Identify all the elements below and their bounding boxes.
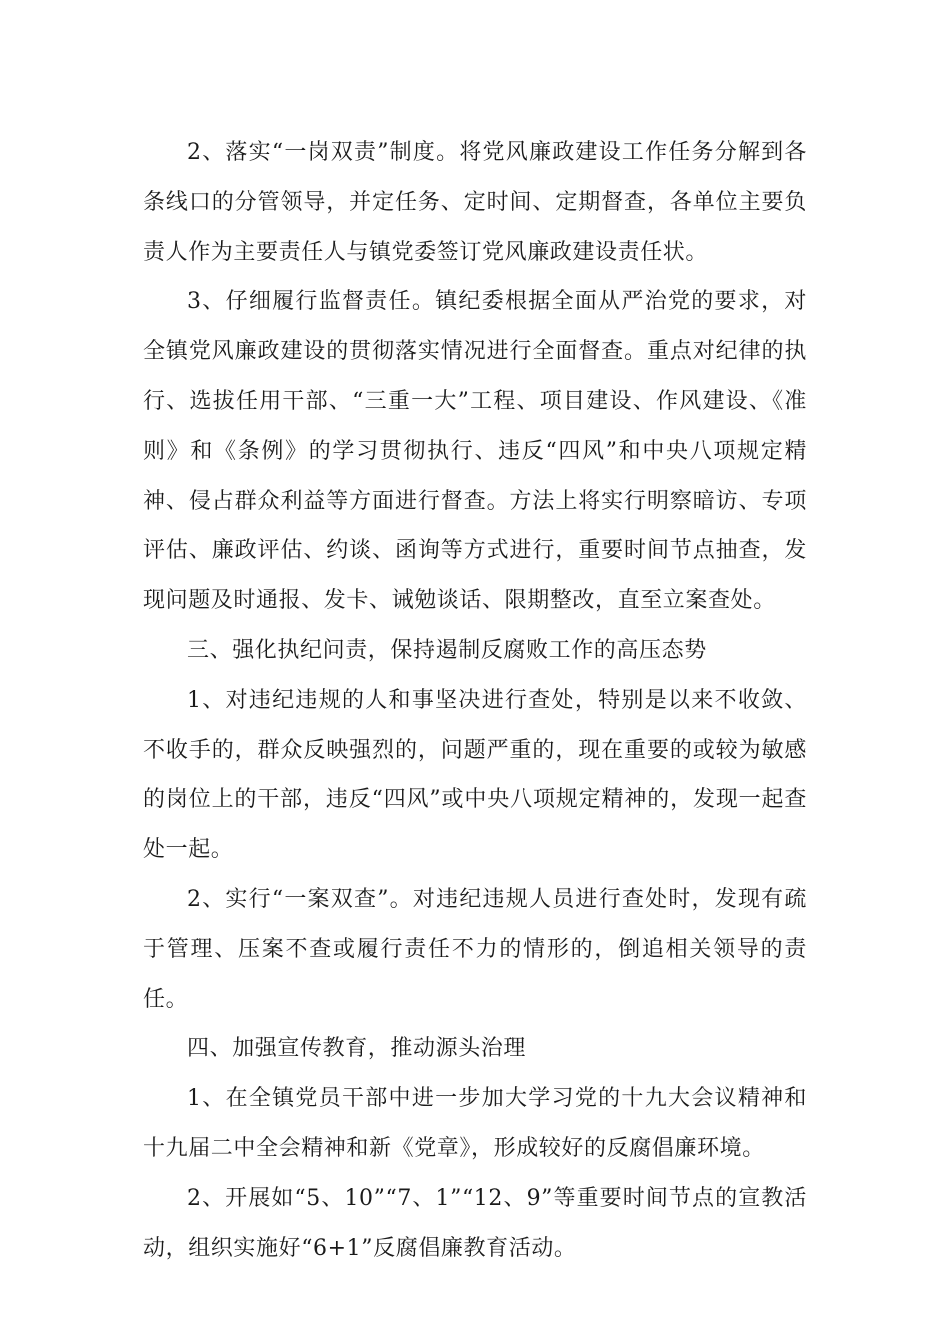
section-heading-education: 四、加强宣传教育，推动源头治理 — [187, 1036, 527, 1062]
paragraph-supervision-duty: 3、仔细履行监督责任。镇纪委根据全面从严治党的要求，对全镇党风廉政建设的贯彻落实情况进行全面督查。重点对纪律的执行、选拔任用干部、“三重一大”工程、项目建设、作风建设、《准则》和《条例》的学习贯彻执行、违反“四风”和中央八项规定精神、侵占群众利益等方面进行督查。方法上将实行明察暗访、专项评估、廉政评估、约谈、函询等方式进行，重要时间节点抽查，发现问题及时通报、发卡、诫勉谈话、限期整改，直至立案查处。 — [143, 289, 807, 614]
paragraph-campaign: 2、开展如“5、10”“7、1”“12、9”等重要时间节点的宣教活动，组织实施好“6+1”反腐倡廉教育活动。 — [143, 1185, 807, 1261]
document-body — [143, 128, 807, 1273]
paragraph-investigation: 1、对违纪违规的人和事坚决进行查处，特别是以来不收敛、不收手的，群众反映强烈的，问题严重的，现在重要的或较为敏感的岗位上的干部，违反“四风”或中央八项规定精神的，发现一起查处一起。 — [143, 687, 807, 863]
section-heading-discipline: 三、强化执纪问责，保持遏制反腐败工作的高压态势 — [187, 637, 707, 663]
paragraph-responsibility-system: 2、落实“一岗双责”制度。将党风廉政建设工作任务分解到各条线口的分管领导，并定任务、定时间、定期督查，各单位主要负责人作为主要责任人与镇党委签订党风廉政建设责任状。 — [143, 140, 807, 265]
paragraph-study: 1、在全镇党员干部中进一步加大学习党的十九大会议精神和十九届二中全会精神和新《党章》，形成较好的反腐倡廉环境。 — [143, 1086, 807, 1161]
paragraph-dual-investigation: 2、实行“一案双查”。对违纪违规人员进行查处时，发现有疏于管理、压案不查或履行责任不力的情形的，倒追相关领导的责任。 — [143, 886, 807, 1012]
